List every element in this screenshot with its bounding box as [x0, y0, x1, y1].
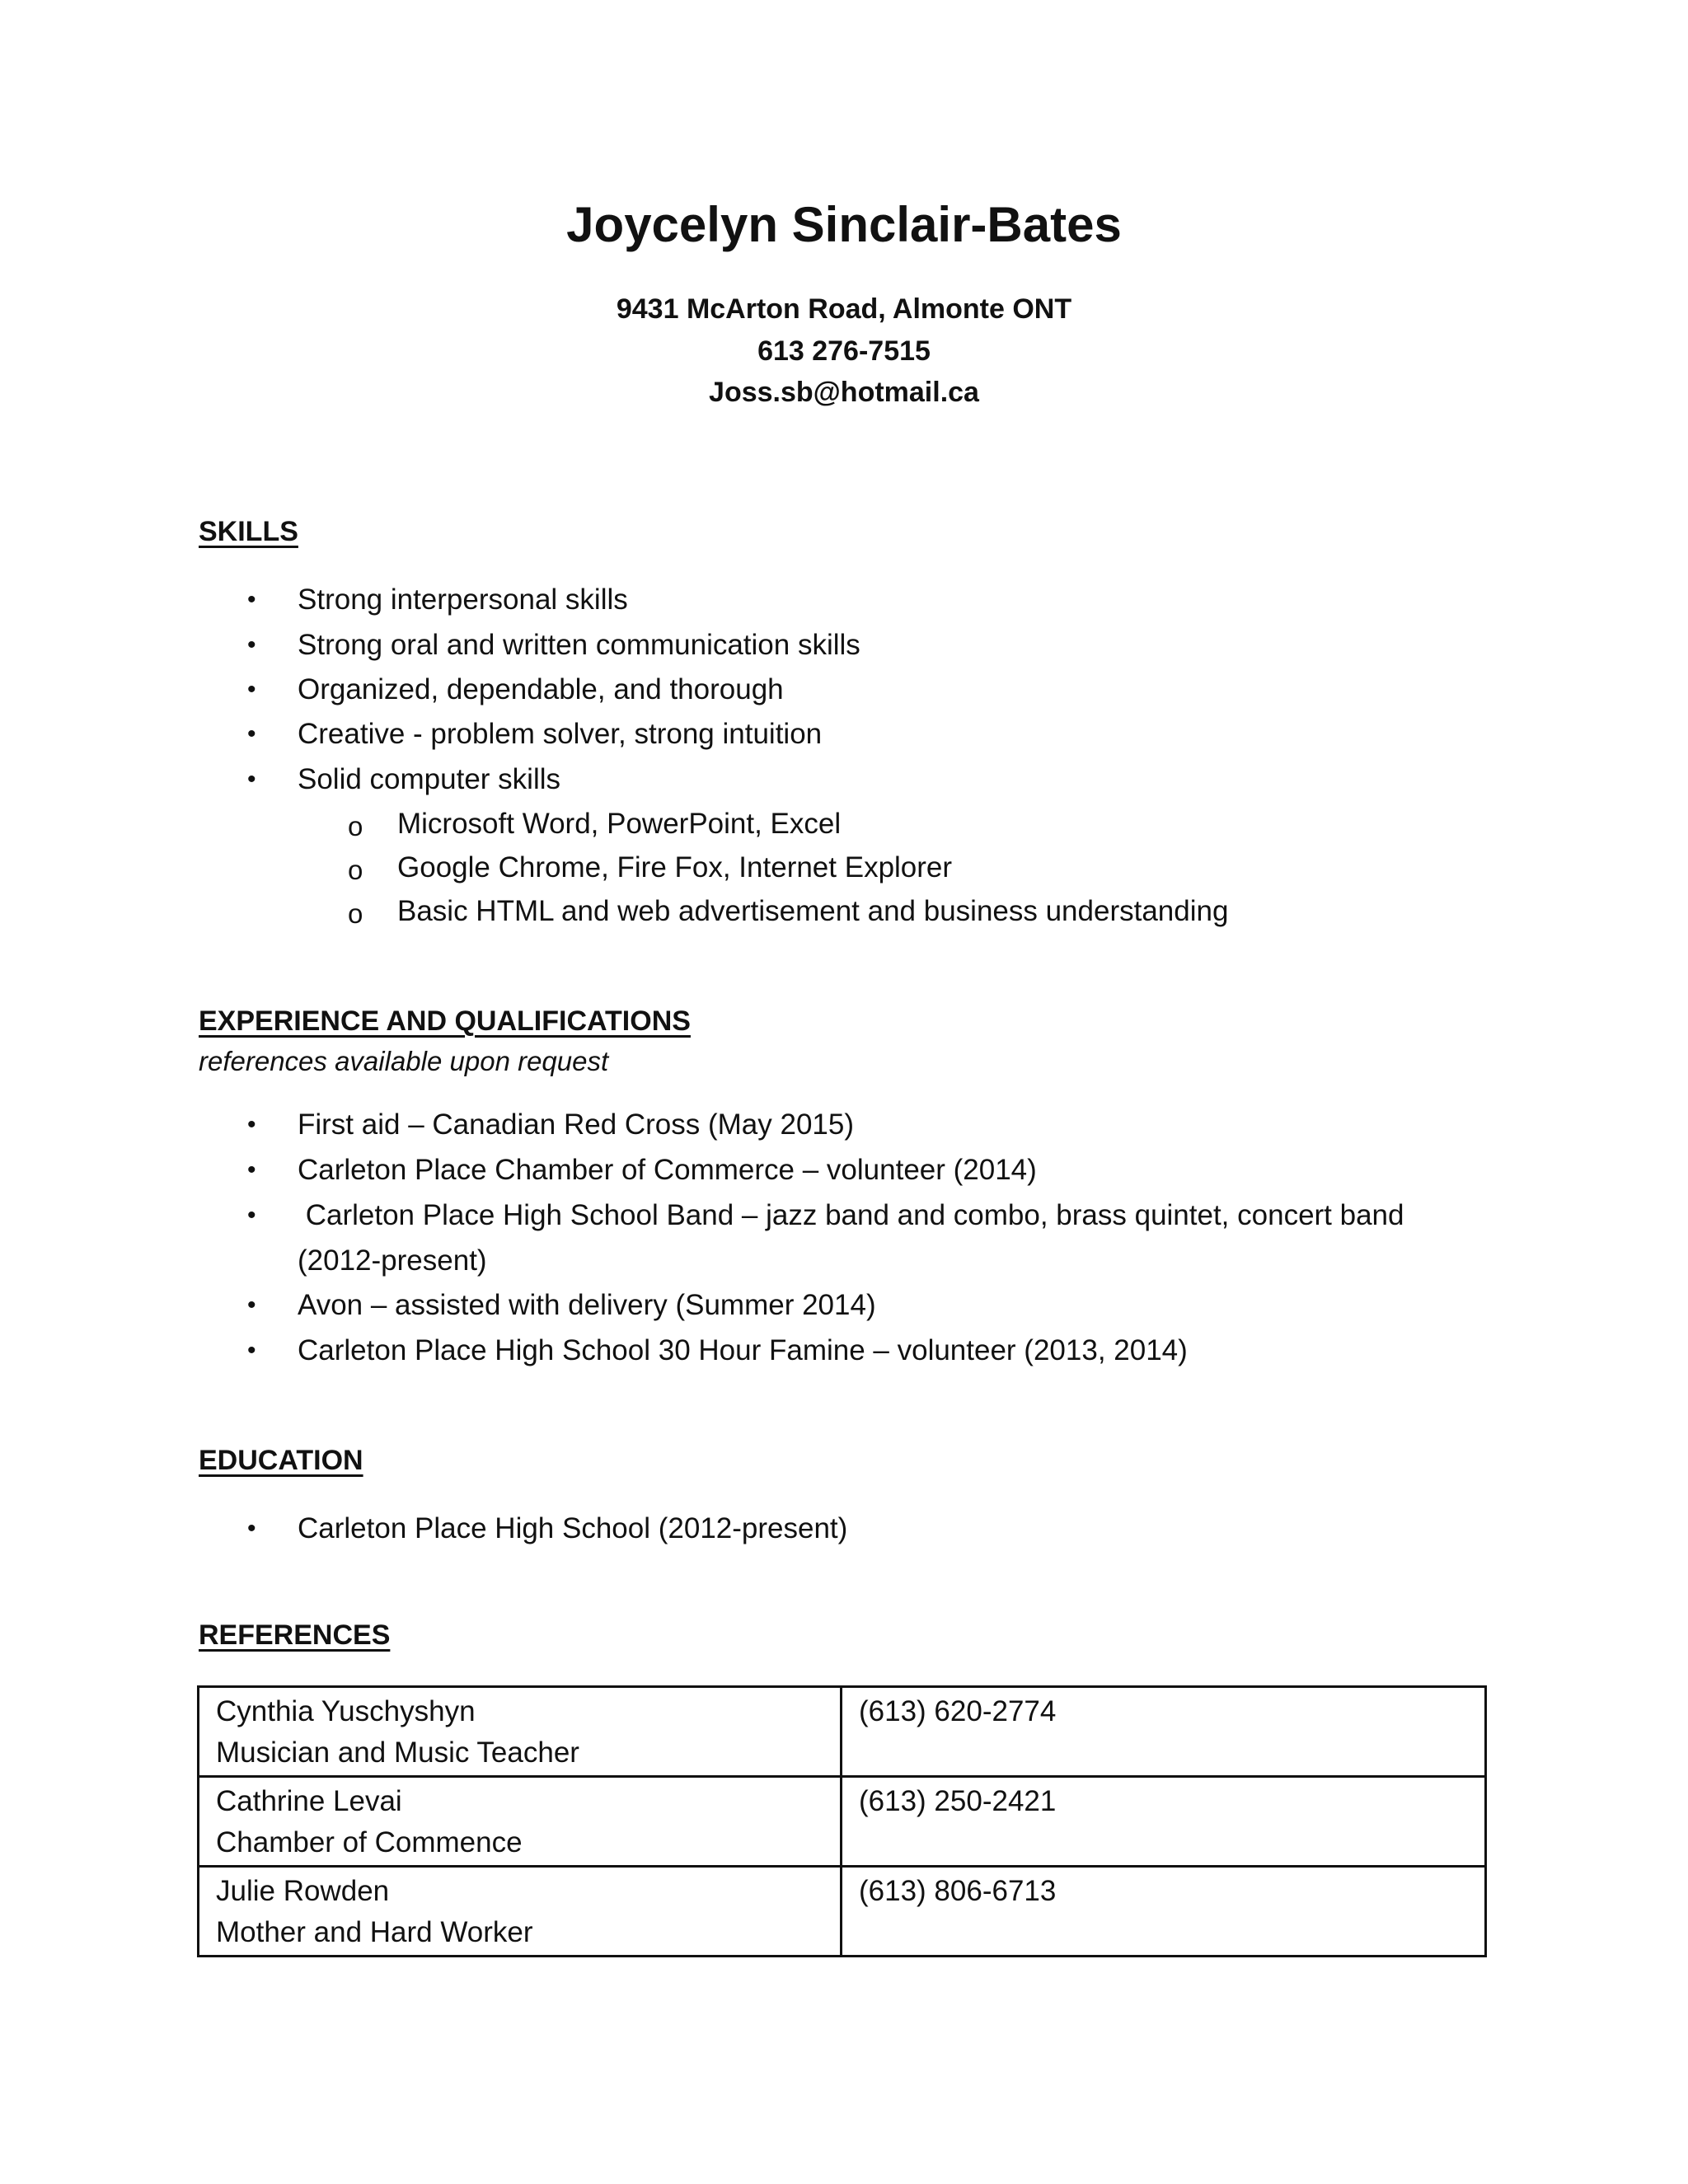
bullet-icon: • — [247, 1202, 256, 1229]
skills-heading: SKILLS — [199, 516, 298, 547]
contact-phone: 613 276-7515 — [757, 335, 931, 367]
reference-phone-cell — [842, 1687, 1486, 1777]
bullet-icon: • — [247, 586, 256, 613]
skill-item: Solid computer skills — [298, 763, 560, 795]
skill-item: Creative - problem solver, strong intuition — [298, 718, 823, 750]
bullet-icon: • — [247, 1156, 256, 1183]
table-row — [199, 1867, 1486, 1957]
bullet-icon: • — [247, 1337, 256, 1364]
sub-bullet-icon: o — [348, 811, 363, 841]
bullet-icon: • — [247, 766, 256, 793]
reference-person-cell — [199, 1867, 842, 1957]
bullet-icon: • — [247, 1291, 256, 1319]
education-item: Carleton Place High School (2012-present) — [298, 1512, 848, 1544]
bullet-icon: • — [247, 631, 256, 658]
experience-note: references available upon request — [199, 1046, 609, 1076]
experience-item: Carleton Place High School Band – jazz band and combo, brass quintet, concert band — [298, 1199, 1404, 1231]
education-heading: EDUCATION — [199, 1445, 363, 1476]
skill-item: Strong oral and written communication skills — [298, 629, 860, 661]
skill-item: Strong interpersonal skills — [298, 583, 628, 616]
experience-item-continuation: (2012-present) — [298, 1244, 487, 1277]
skill-item: Organized, dependable, and thorough — [298, 673, 784, 705]
reference-person-cell — [199, 1687, 842, 1777]
experience-heading: EXPERIENCE AND QUALIFICATIONS — [199, 1005, 691, 1037]
skill-sub-item: Microsoft Word, PowerPoint, Excel — [397, 808, 842, 840]
reference-phone: (613) 806-6713 — [859, 1875, 1057, 1907]
experience-item: First aid – Canadian Red Cross (May 2015) — [298, 1108, 855, 1141]
experience-item: Carleton Place Chamber of Commerce – volunteer (2014) — [298, 1154, 1037, 1186]
references-table — [197, 1685, 1487, 1957]
experience-item: Carleton Place High School 30 Hour Famine – volunteer (2013, 2014) — [298, 1334, 1188, 1366]
experience-item: Avon – assisted with delivery (Summer 2014) — [298, 1289, 876, 1321]
skill-sub-item: Google Chrome, Fire Fox, Internet Explorer — [397, 851, 953, 883]
references-heading: REFERENCES — [199, 1619, 391, 1651]
reference-name: Cynthia Yuschyshyn — [216, 1695, 476, 1727]
reference-phone-cell — [842, 1777, 1486, 1867]
reference-name: Julie Rowden — [216, 1875, 390, 1907]
reference-role: Musician and Music Teacher — [216, 1736, 579, 1769]
table-row — [199, 1777, 1486, 1867]
bullet-icon: • — [247, 720, 256, 748]
sub-bullet-icon: o — [348, 898, 363, 929]
reference-role: Mother and Hard Worker — [216, 1916, 533, 1948]
bullet-icon: • — [247, 1111, 256, 1138]
reference-phone-cell — [842, 1867, 1486, 1957]
reference-name: Cathrine Levai — [216, 1785, 402, 1817]
table-row — [199, 1687, 1486, 1777]
reference-phone: (613) 250-2421 — [859, 1785, 1057, 1817]
reference-phone: (613) 620-2774 — [859, 1695, 1057, 1727]
bullet-icon: • — [247, 1515, 256, 1542]
sub-bullet-icon: o — [348, 855, 363, 885]
skill-sub-item: Basic HTML and web advertisement and business understanding — [397, 895, 1229, 927]
reference-role: Chamber of Commence — [216, 1826, 523, 1858]
contact-email: Joss.sb@hotmail.ca — [709, 377, 979, 408]
resume-name: Joycelyn Sinclair-Bates — [566, 197, 1122, 252]
contact-address: 9431 McArton Road, Almonte ONT — [616, 293, 1072, 325]
bullet-icon: • — [247, 676, 256, 703]
reference-person-cell — [199, 1777, 842, 1867]
